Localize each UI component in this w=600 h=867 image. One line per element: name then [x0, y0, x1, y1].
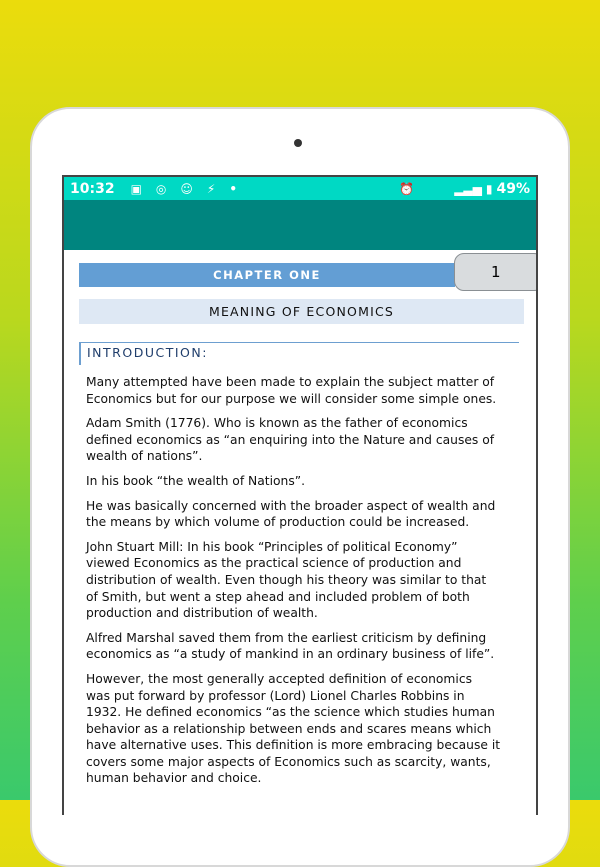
paragraph-line: Economics but for our purpose we will consider some simple ones.	[86, 391, 497, 406]
battery-icon: ▮	[485, 181, 493, 196]
dot-icon: •	[229, 181, 238, 196]
status-bar	[64, 177, 536, 200]
paragraph-line: wealth of nations”.	[86, 449, 203, 464]
paragraph-line: economics as “a study of mankind in an ordinary business of life”.	[86, 647, 495, 662]
chapter-heading: CHAPTER ONE	[79, 263, 455, 287]
paragraph-line: In his book “the wealth of Nations”.	[86, 473, 306, 488]
alarm-icon: ⏰	[399, 181, 415, 196]
paragraph	[86, 415, 526, 465]
paragraph	[86, 473, 526, 490]
status-time: 10:32	[70, 180, 115, 197]
paragraph-line: Adam Smith (1776). Who is known as the father of economics	[86, 416, 468, 431]
charging-bolt-icon: ⚡	[206, 181, 216, 196]
paragraph-line: the means by which volume of production could be increased.	[86, 515, 470, 530]
page-number-badge[interactable]: 1	[454, 253, 538, 291]
paragraph-line: defined economics as “an enquiring into the Nature and causes of	[86, 432, 495, 447]
paragraph	[86, 539, 526, 622]
assistant-icon: ☺	[180, 181, 193, 196]
paragraph-line: John Stuart Mill: In his book “Principles of political Economy”	[86, 539, 458, 554]
screenshot-icon: ▣	[130, 181, 142, 196]
paragraph-line: However, the most generally accepted definition of economics	[86, 671, 472, 686]
paragraph-line: Alfred Marshal saved them from the earliest criticism by defining	[86, 630, 487, 645]
paragraph-line: viewed Economics as the practical science of production and	[86, 556, 462, 571]
battery-percent: 49%	[496, 180, 530, 197]
section-heading: INTRODUCTION:	[79, 342, 519, 365]
signal-icon: ▂▃▅	[454, 181, 482, 196]
document-body	[86, 374, 526, 795]
paragraph	[86, 498, 526, 531]
paragraph-line: behavior as a relationship between ends and scares means which	[86, 721, 492, 736]
paragraph-line: covers some major aspects of Economics such as scarcity, wants,	[86, 754, 491, 769]
paragraph	[86, 630, 526, 663]
paragraph-line: production and distribution of wealth.	[86, 606, 318, 621]
paragraph-line: have alternative uses. This definition is more embracing because it	[86, 738, 501, 753]
paragraph	[86, 671, 526, 787]
paragraph-line: 1932. He defined economics “as the science which studies human	[86, 705, 495, 720]
paragraph	[86, 374, 526, 407]
app-bar	[64, 200, 536, 250]
paragraph-line: He was basically concerned with the broader aspect of wealth and	[86, 498, 496, 513]
paragraph-line: Many attempted have been made to explain the subject matter of	[86, 375, 495, 389]
paragraph-line: of Smith, but went a step ahead and included problem of both	[86, 589, 470, 604]
camera-icon	[294, 139, 302, 147]
paragraph-line: was put forward by professor (Lord) Lionel Charles Robbins in	[86, 688, 465, 703]
document-title: MEANING OF ECONOMICS	[79, 299, 524, 324]
hotspot-icon: ◎	[155, 181, 167, 196]
paragraph-line: distribution of wealth. Even though his theory was similar to that	[86, 572, 487, 587]
paragraph-line: human behavior and choice.	[86, 771, 262, 786]
screen	[62, 175, 538, 815]
